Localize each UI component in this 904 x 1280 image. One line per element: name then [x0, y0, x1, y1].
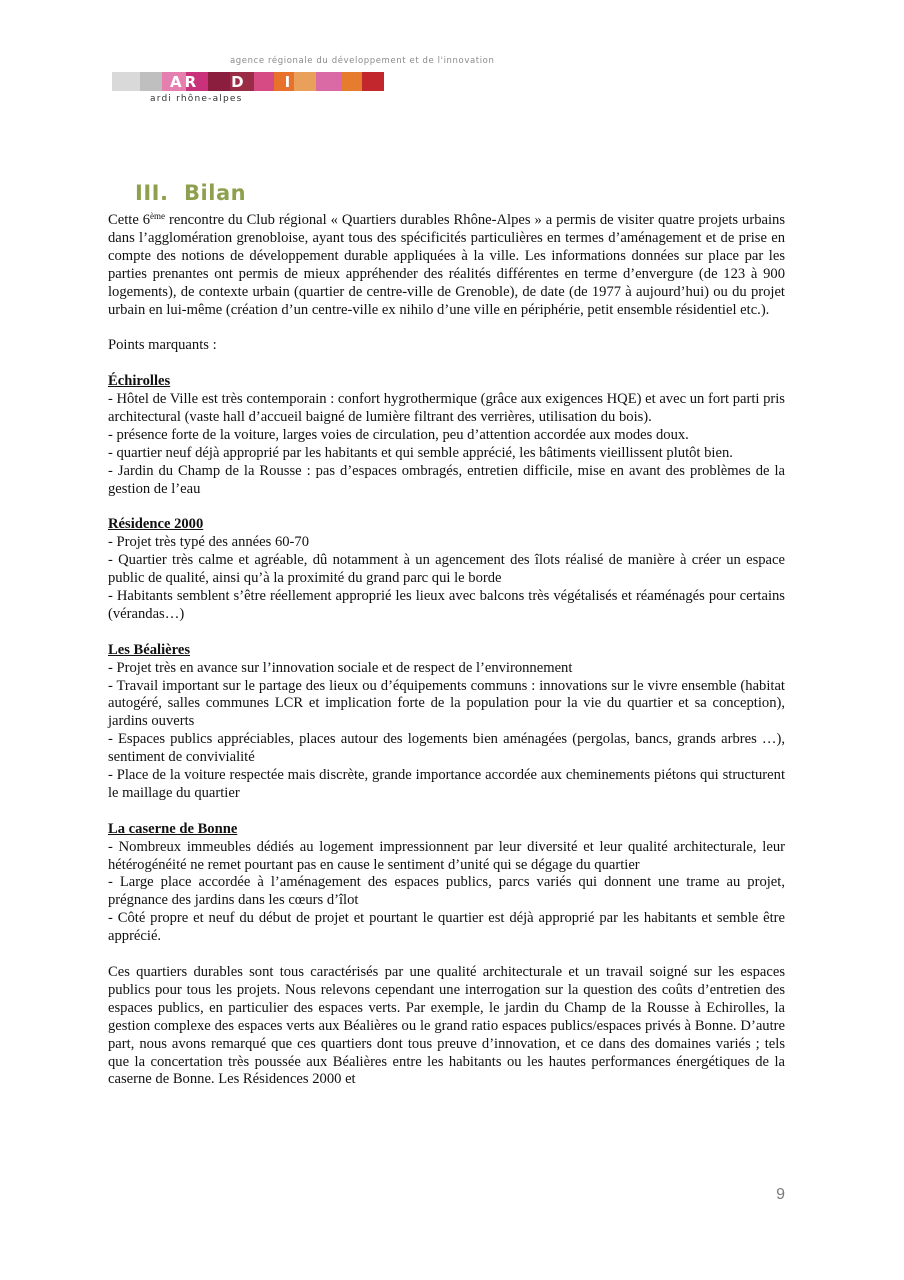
list-item: - Habitants semblent s’être réellement approprié les lieux avec balcons très végétalisés et réaménagés pour certains (vérandas…)	[108, 587, 785, 622]
logo-bar-segment	[112, 72, 126, 91]
intro-paragraph	[108, 212, 785, 319]
logo-bar-segment	[126, 72, 140, 91]
section-heading-echirolles: Échirolles	[108, 373, 171, 390]
section-title	[135, 181, 246, 205]
logo-letter: I	[284, 72, 292, 91]
logo-letters	[170, 72, 291, 91]
points-label: Points marquants :	[108, 337, 217, 354]
list-item: - Quartier très calme et agréable, dû notamment à un agencement des îlots réalisé de manière à créer un espace public de qualité, ainsi qu’à la proximité du grand parc qui le borde	[108, 552, 785, 587]
list-item: - Nombreux immeubles dédiés au logement impressionnent par leur diversité et leur qualité architecturale, leur hétérogénéité ne remet pourtant pas en cause le sentiment d’unité qui se dégage du quartier	[108, 838, 785, 873]
logo-bar-segment	[362, 72, 384, 91]
conclusion-paragraph: Ces quartiers durables sont tous caractérisés par une qualité architecturale et un travail soigné sur les espaces publics pour tous les projets. Nous relevons cependant une interrogation sur la question des coûts d’entretien des espaces publics, en particulier des espaces verts. Par exemple, le jardin du Champ de la Rousse à Echirolles, la gestion complexe des espaces verts aux Béalières ou le grand ratio espaces publics/espaces privés à Bonne. D’autre part, nous avons remarqué que ces quartiers dont tous preuve d’innovation, et ce dans des domaines variés ; tels que la concertation très poussée aux Béalières entre les habitants ou les hautes performances énergétiques de la caserne de Bonne. Les Résidences 2000 et	[108, 963, 785, 1088]
list-item: - Projet très typé des années 60-70	[108, 534, 310, 551]
logo-letter: D	[231, 72, 245, 91]
ordinal-superscript: ème	[150, 211, 166, 221]
section-heading-residence-2000: Résidence 2000	[108, 516, 204, 533]
section-heading-caserne-de-bonne: La caserne de Bonne	[108, 820, 238, 837]
section-number: III.	[135, 181, 169, 205]
ardi-logo-header	[112, 52, 512, 112]
logo-bar-segment	[316, 72, 342, 91]
document-body	[108, 212, 785, 1089]
list-item: - Travail important sur le partage des lieux ou d’équipements communs : innovations sur le vivre ensemble (habitat autogéré, salles communes LCR et implication forte de la population pour la vie du quartier et sa conception), jardins ouverts	[108, 677, 785, 730]
list-item: - présence forte de la voiture, larges voies de circulation, peu d’attention accordée aux modes doux.	[108, 426, 689, 443]
section-title-text: Bilan	[184, 181, 247, 205]
page-number: 9	[776, 1186, 785, 1203]
list-item: - quartier neuf déjà approprié par les habitants et qui semble apprécié, les bâtiments vieillissent plutôt bien.	[108, 444, 733, 461]
list-item: - Hôtel de Ville est très contemporain : confort hygrothermique (grâce aux exigences HQE) et avec un fort parti pris architectural (vaste hall d’accueil baigné de lumière filtrant des verrières, utilisation du bois).	[108, 391, 785, 425]
list-item: - Espaces publics appréciables, places autour des logements bien aménagées (pergolas, bancs, grands arbres …), sentiment de convivialité	[108, 731, 785, 766]
list-item: - Place de la voiture respectée mais discrète, grande importance accordée aux cheminements piétons qui structurent le maillage du quartier	[108, 767, 785, 801]
logo-tagline: agence régionale du développement et de l'innovation	[230, 56, 495, 66]
intro-text-start: Cette 6	[108, 212, 151, 228]
logo-subline: ardi rhône-alpes	[150, 94, 243, 104]
logo-bar-segment	[140, 72, 162, 91]
list-item: - Projet très en avance sur l’innovation sociale et de respect de l’environnement	[108, 659, 573, 676]
list-item: - Jardin du Champ de la Rousse : pas d’espaces ombragés, entretien difficile, mise en avant des problèmes de la gestion de l’eau	[108, 462, 785, 497]
logo-letter: R	[184, 72, 198, 91]
logo-letter: A	[170, 72, 183, 91]
logo-bar-segment	[342, 72, 362, 91]
logo-bar-segment	[294, 72, 316, 91]
list-item: - Côté propre et neuf du début de projet et pourtant le quartier est déjà approprié par les habitants et semble être apprécié.	[108, 910, 785, 945]
section-heading-les-bealieres: Les Béalières	[108, 641, 191, 658]
list-item: - Large place accordée à l’aménagement des espaces publics, parcs variés qui donnent une trame au projet, prégnance des jardins dans les cœurs d’îlot	[108, 874, 785, 909]
intro-text-rest: rencontre du Club régional « Quartiers durables Rhône-Alpes » a permis de visiter quatre projets urbains dans l’agglomération grenobloise, ayant tous des spécificités particulières en termes d’aménagement et de prise en compte des notions de développement durable appliquées à la ville. Les informations données sur place par les parties prenantes ont permis de mieux appréhender des réalités différentes en terme d’envergure (de 123 à 900 logements), de contexte urbain (quartier de centre-ville de Grenoble), de date (de 1977 à aujourd’hui) ou du projet urbain en lui-même (création d’un centre-ville ex nihilo d’une ville en périphérie, petit ensemble résidentiel etc.).	[108, 212, 785, 318]
